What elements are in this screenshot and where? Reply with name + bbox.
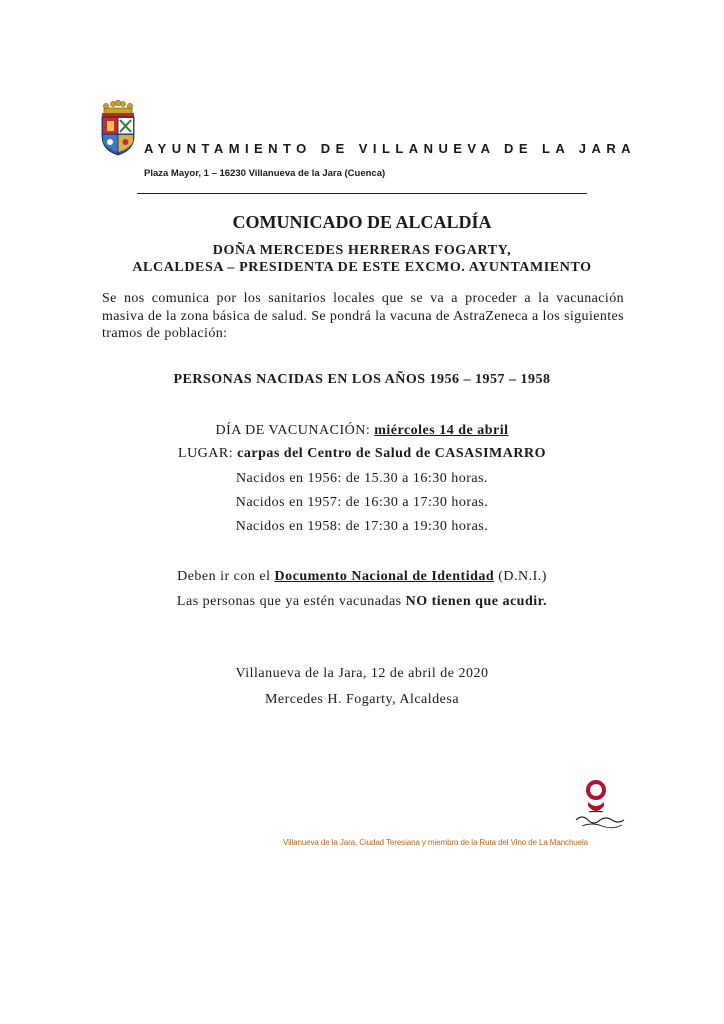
time-slot-1958: Nacidos en 1958: de 17:30 a 19:30 horas.	[235, 519, 489, 534]
vaccinated-prefix: Las personas que ya estén vacunadas	[176, 594, 402, 609]
footer-tagline: Villanueva de la Jara, Ciudad Teresiana y miembro de la Ruta del Vino de La Manchuela	[283, 838, 589, 847]
organization-address: Plaza Mayor, 1 – 16230 Villanueva de la Jara (Cuenca)	[144, 168, 386, 179]
date-line: Villanueva de la Jara, 12 de abril de 2020	[235, 666, 489, 681]
vaccination-day	[0, 423, 724, 439]
place-label: LUGAR:	[178, 446, 234, 461]
time-slot-1956: Nacidos en 1956: de 15.30 a 16:30 horas.	[235, 471, 489, 486]
vaccinated-emphasis: NO tienen que acudir.	[405, 594, 548, 609]
vaccination-day-label: DÍA DE VACUNACIÓN:	[215, 423, 371, 438]
coat-of-arms-icon	[98, 100, 138, 156]
header-divider	[137, 193, 587, 194]
wine-route-logo-icon	[572, 776, 628, 832]
signer: Mercedes H. Fogarty, Alcaldesa	[264, 692, 460, 707]
intro-paragraph: Se nos comunica por los sanitarios locales que se va a proceder a la vacunación masiva de la zona básica de salud. Se pondrá la vacuna de AstraZeneca a los siguientes tramos de población:	[102, 291, 624, 341]
document-name: Documento Nacional de Identidad	[274, 569, 495, 584]
document-prefix: Deben ir con el	[177, 569, 271, 584]
already-vaccinated-note	[0, 594, 724, 610]
issuer-role: ALCALDESA – PRESIDENTA DE ESTE EXCMO. AYUNTAMIENTO	[132, 260, 592, 275]
issuer-name: DOÑA MERCEDES HERRERAS FOGARTY,	[212, 243, 512, 258]
target-cohort: PERSONAS NACIDAS EN LOS AÑOS 1956 – 1957 – 1958	[173, 372, 551, 387]
required-document	[0, 569, 724, 585]
vaccination-place	[0, 446, 724, 462]
time-slot-1957: Nacidos en 1957: de 16:30 a 17:30 horas.	[235, 495, 489, 510]
vaccination-day-value: miércoles 14 de abril	[374, 423, 509, 438]
notice-title: COMUNICADO DE ALCALDÍA	[232, 212, 492, 232]
organization-name: AYUNTAMIENTO DE VILLANUEVA DE LA JARA	[144, 141, 637, 156]
document-suffix: (D.N.I.)	[498, 569, 547, 584]
place-value: carpas del Centro de Salud de CASASIMARRO	[237, 446, 546, 461]
